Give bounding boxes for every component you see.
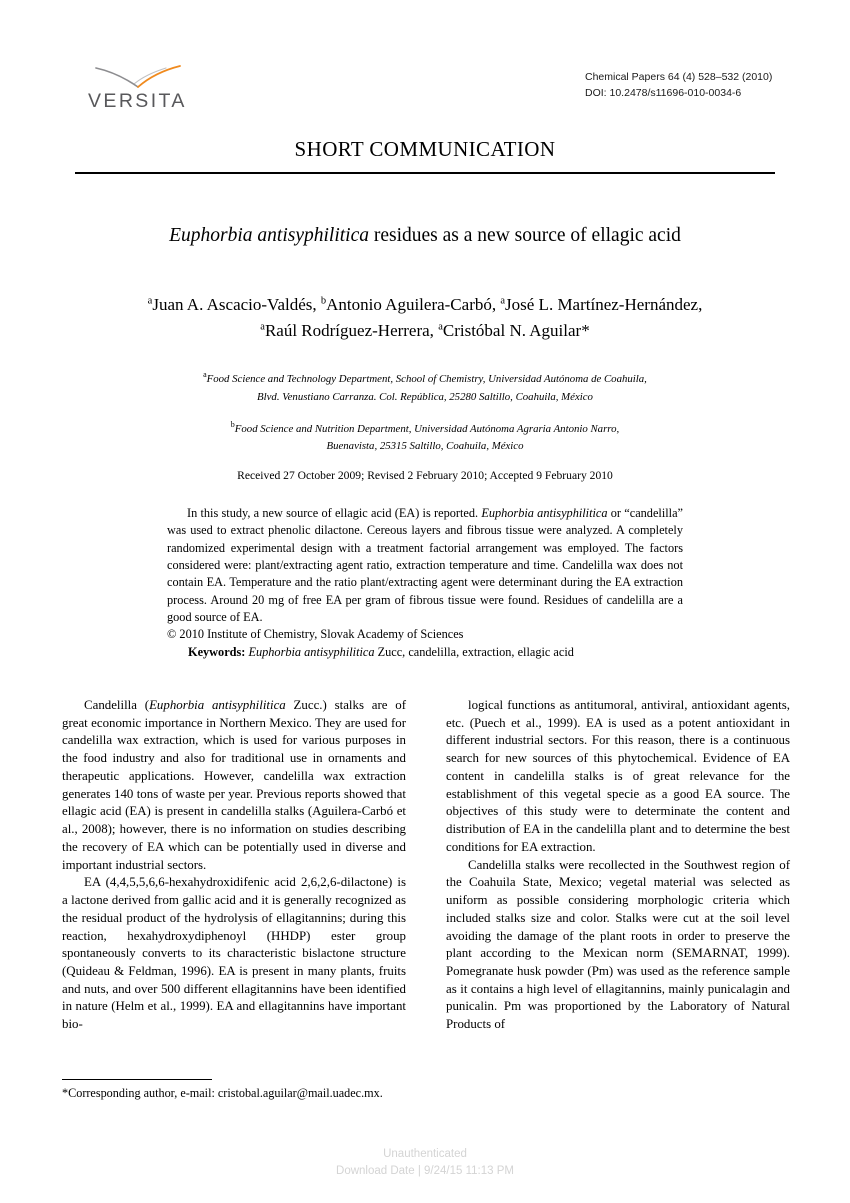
page-title: [60, 223, 790, 249]
journal-metadata: [585, 70, 790, 101]
affiliation-line: Buenavista, 25315 Saltillo, Coahuila, México: [326, 440, 524, 453]
journal-citation: Chemical Papers 64 (4) 528–532 (2010): [585, 71, 773, 83]
paragraph-species: Euphorbia antisyphilitica: [149, 698, 286, 712]
author-mark-a: a: [438, 321, 443, 333]
journal-doi: DOI: 10.2478/s11696-010-0034-6: [585, 86, 742, 99]
download-watermark: [0, 1146, 850, 1181]
footnote-divider: [62, 1079, 212, 1080]
author-name: Raúl Rodríguez-Herrera,: [264, 320, 434, 340]
abstract: [167, 505, 683, 644]
body-columns: [62, 697, 790, 1067]
author-name-corresponding: Cristóbal N. Aguilar*: [442, 320, 590, 340]
paragraph: Candelilla stalks were recollected in the Southwest region of the Coahuila State, Mexico; vegetal material was selected as uniform as possible considering morphologic criteria which included stalks size and color. Stalks were cut at the soil level avoiding the damage of the plant roots in order to preserve the plant according to the Mexican norm (SEMARNAT, 1999). Pomegranate husk powder (Pm) was used as the reference sample as it contains a high level of ellagitannins, mainly punicalagin and punicalin. Pm was proportioned by the Laboratory of Natural Products of: [446, 857, 790, 1032]
keywords: [188, 645, 688, 660]
affiliation-line: Blvd. Venustiano Carranza. Col. República, 25280 Saltillo, Coahuila, México: [257, 390, 593, 403]
abstract-part-1: In this study, a new source of ellagic acid (EA) is reported.: [187, 506, 482, 520]
watermark-line-2: Download Date | 9/24/15 11:13 PM: [336, 1165, 514, 1178]
right-column: [446, 697, 790, 1034]
section-heading: SHORT COMMUNICATION: [294, 137, 556, 161]
abstract-species: Euphorbia antisyphilitica: [481, 506, 608, 520]
affiliation-mark: b: [230, 419, 235, 429]
author-mark-a: a: [500, 295, 506, 307]
versita-logo-text: VERSITA: [88, 90, 187, 112]
affiliation-line: Food Science and Technology Department, School of Chemistry, Universidad Autónoma de Coahuila,: [206, 372, 647, 385]
title-rest: residues as a new source of ellagic acid: [369, 225, 681, 246]
affiliation-mark: a: [203, 370, 207, 379]
watermark-line-1: Unauthenticated: [383, 1148, 467, 1160]
affiliation-line: Food Science and Nutrition Department, Universidad Autónoma Agraria Antonio Narro,: [234, 422, 620, 435]
submission-dates: Received 27 October 2009; Revised 2 February 2010; Accepted 9 February 2010: [237, 469, 613, 482]
affiliation: [125, 368, 725, 407]
author-list: [75, 292, 775, 344]
paragraph-rest: Zucc.) stalks are of great economic importance in Northern Mexico. They are used for candelilla wax extraction, which is used for various purposes in the food industry and also for traditional use in ornaments and therapeutic applications. However, candelilla wax extraction generates 140 tons of waste per year. Previous reports showed that ellagic acid (EA) is present in candelilla stalks (Aguilera-Carbó et al., 2008); however, there is no information on studies describing the recovery of EA which can be potentially used in diverse and important industrial sectors.: [62, 698, 406, 872]
abstract-text: [167, 505, 683, 626]
header-divider: [75, 172, 775, 174]
keywords-species: Euphorbia antisyphilitica: [248, 645, 375, 659]
author-mark-a: a: [260, 321, 265, 333]
author-line-1: [75, 292, 775, 318]
paragraph-lead: Candelilla (: [84, 698, 150, 712]
left-column: [62, 697, 406, 1034]
versita-logo: [88, 62, 218, 122]
author-mark-b: b: [320, 295, 327, 307]
author-name: José L. Martínez-Hernández,: [505, 295, 703, 314]
page-header: [88, 62, 790, 124]
versita-bird-icon: [88, 62, 218, 92]
affiliation-list: [125, 368, 725, 467]
paragraph: EA (4,4,5,5,6,6-hexahydroxidifenic acid 2,6,2,6-dilactone) is a lactone derived from gallic acid and it is generally recognized as the residual product of the hydrolysis of ellagitannins; during this reaction, hexahydroxydiphenoyl (HHDP) ester group spontaneously converts to its characteristic bislactone structure (Quideau & Feldman, 1996). EA is present in many plants, fruits and nuts, and over 500 different ellagitannins have been identified in nature (Helm et al., 1999). EA and ellagitannins have important bio-: [62, 875, 406, 1032]
title-species: Euphorbia antisyphilitica: [169, 225, 369, 246]
abstract-part-2: or “candelilla” was used to extract phenolic dilactone. Cereous layers and fibrous tissue were analyzed. A completely randomized experimental design with a treatment factorial arrangement was employed. The factors considered were: plant/extracting agent ratio, extraction temperature and time. Candelilla wax does not contain EA. Temperature and the ratio plant/extracting agent were determinant during the EA extraction process. Around 20 mg of free EA per gram of fibrous tissue were found. Residues of candelilla are a good source of EA.: [167, 506, 683, 624]
abstract-copyright: © 2010 Institute of Chemistry, Slovak Academy of Sciences: [167, 627, 464, 642]
author-name: Juan A. Ascacio-Valdés,: [152, 295, 317, 314]
author-mark-a: a: [147, 295, 153, 307]
affiliation: [125, 418, 725, 457]
paragraph: logical functions as antitumoral, antiviral, antioxidant agents, etc. (Puech et al., 1999). EA is used as a potent antioxidant in different industrial sectors. For this reason, there is a continuous search for new sources of this phytochemical. Evidence of EA content in candelilla stalks is of great relevance for the establishment of this vegetal specie as a good EA source. The objectives of this study were to determinate the content and distribution of EA in the candelilla plant and to determine the best conditions for EA extraction.: [446, 698, 790, 854]
author-line-2: [75, 318, 775, 344]
paragraph: [62, 697, 406, 874]
corresponding-author-footnote: *Corresponding author, e-mail: cristobal.aguilar@mail.uadec.mx.: [62, 1086, 383, 1100]
keywords-rest: Zucc, candelilla, extraction, ellagic acid: [374, 645, 574, 659]
author-name: Antonio Aguilera-Carbó,: [326, 295, 497, 314]
keywords-label: Keywords:: [188, 645, 246, 659]
